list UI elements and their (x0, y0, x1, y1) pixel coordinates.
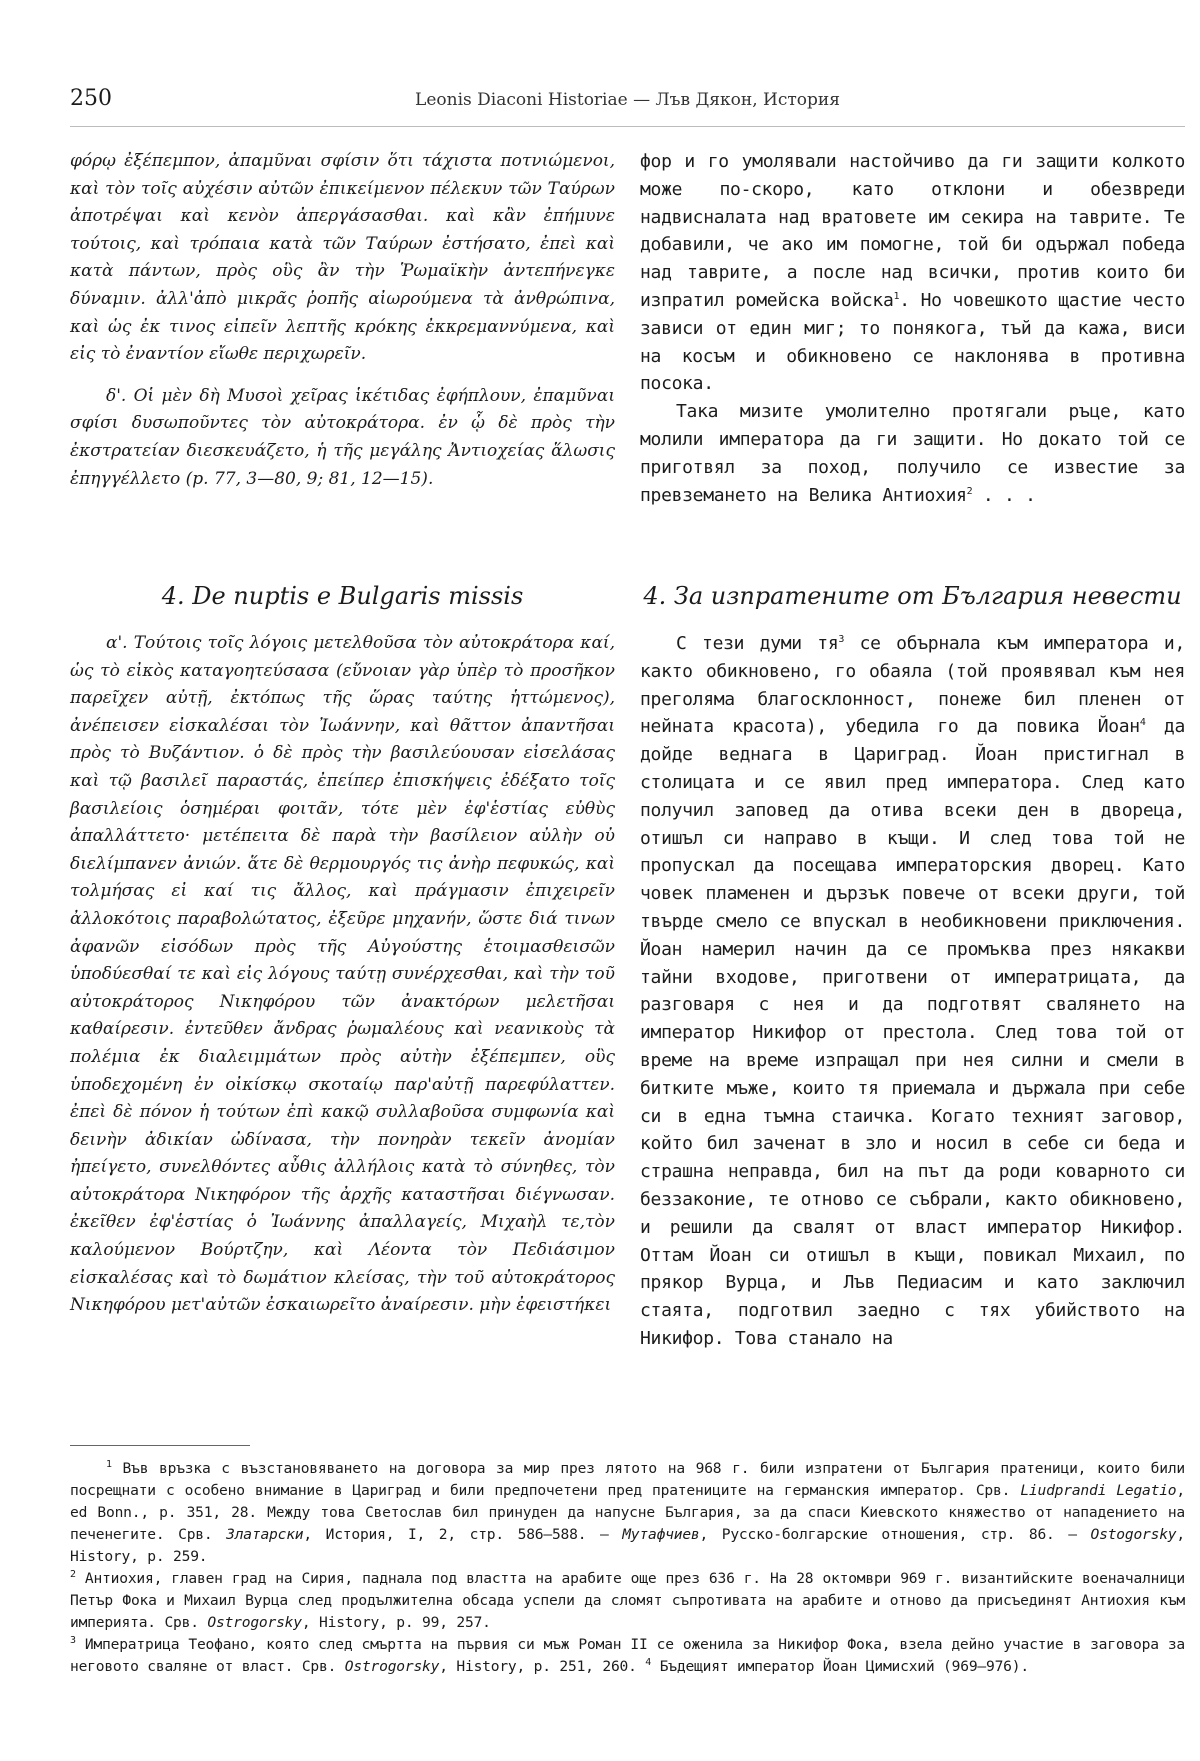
footnote-ref-2[interactable]: 2 (966, 485, 973, 497)
bulgarian-column-bottom (640, 630, 1185, 1353)
greek-column-bottom (70, 630, 615, 1320)
greek-column-top (70, 148, 615, 493)
greek-paragraph-2: δ'. Οἱ μὲν δὴ Μυσοὶ χεῖρας ἱκέτιδας ἐφήπλουν, ἐπαμῦναι σφίσι δυσωποῦντες τὸν αὐτοκράτορα. ἐν ᾧ δὲ πρὸς τὴν ἐκστρατείαν διεσκευάζετο, ἡ τῆς μεγάλης Ἀντιοχείας ἅλωσις ἐπηγγέλλετο (p. 77, 3—80, 9; 81, 12—15). (70, 385, 615, 489)
running-title: Leonis Diaconi Historiae — Лъв Дякон, История (415, 90, 840, 110)
footnotes (70, 1458, 1185, 1678)
page-header (70, 86, 1185, 127)
footnote-ref-3[interactable]: 3 (838, 634, 845, 645)
bulgarian-paragraph-2: Така мизите умолително протягали ръце, като молили императора да ги защити. Но докато той се приготвял за поход, получило се известие за превземането на Велика Антиохия$^2$ . . . (640, 401, 1185, 506)
greek-paragraph-1: φόρῳ ἐξέπεμπον, ἀπαμῦναι σφίσιν ὅτι τάχιστα ποτνιώμενοι, καὶ τὸν τοῖς αὐχέσιν αὐτῶν ἐπικείμενον πέλεκυν τῶν Ταύρων ἀποτρέψαι καὶ κενὸν ἀπεργάσασθαι. καὶ κἂν ἐπήμυνε τούτοις, καὶ τρόπαια κατὰ τῶν Ταύρων ἐστήσατο, ἐπεὶ καὶ κατὰ πάντων, πρὸς οὓς ἂν τὴν Ῥωμαϊκὴν ἀντεπήνεγκε δύναμιν. ἀλλ'ἀπὸ μικρᾶς ῥοπῆς αἰωρούμενα τὰ ἀνθρώπινα, καὶ ὡς ἐκ τινος εἰπεῖν λεπτῆς κρόκης ἐκκρεμαννύμενα, καὶ εἰς τὸ ἐναντίον εἴωθε περιχωρεῖν. (70, 151, 615, 365)
footnote-1: $^1$ Във връзка с възстановяването на договора за мир през лятото на 968 г. били изпратени от България пратеници, които били посрещнати с особено внимание в Цариград и били предпочетени пред пратениците на германския император. Срв. Liudprandi Legatio, ed Bonn., p. 351, 28. Между това Светослав бил принуден да напусне България, за да спаси Киевското княжество от нападението на печенегите. Срв. Златарски, История, I, 2, стр. 586—588. — Мутафчиев, Русско-болгарские отношения, стр. 86. — Ostogorsky, History, p. 259. (70, 1459, 1185, 1565)
footnote-divider (70, 1445, 250, 1446)
greek-section-heading: 4. De nuptis e Bulgaris missis (161, 582, 524, 610)
bulgarian-column-top (640, 148, 1185, 509)
footnote-ref-1[interactable]: 1 (893, 290, 900, 302)
footnote-ref-4[interactable]: 4 (1139, 717, 1146, 729)
page-number: 250 (70, 86, 112, 111)
footnote-3-4: $^3$ Императрица Теофано, която след смъртта на първия си мъж Роман II се оженила за Никифор Фока, взела дейно участие в заговора за неговото сваляне от власт. Срв. Ostrogorsky, History, p. 251, 260. $^4$ Бъдещият император Йоан Цимисхий (969—976). (70, 1635, 1185, 1675)
bulgarian-section-heading: 4. За изпратените от България невести (643, 582, 1182, 610)
bulgarian-paragraph-3: С тези думи $тя^3$ се обърнала към императора и, както обикновено, го обаяла (той проявявал към нея преголяма благосклонност, понеже бил пленен от нейната красота), убедила го да повика Йоан$^4$ да дойде веднага в Цариград. Йоан пристигнал в столицата и се явил пред императора. След като получил заповед да отива всеки ден в двореца, отишъл си направо в къщи. И след това той не пропускал да посещава императорския дворец. Като човек пламенен и дързък повече от всеки други, той твърде смело се впускал в необикновени приключения. Йоан намерил начин да се промъква през някакви тайни входове, приготвени от императрицата, да разговаря с нея и да подготвят свалянето на император Никифор от престола. След това той от време на време изпращал при нея силни и смели в битките мъже, които тя приемала и държала при себе си в една тъмна стаичка. Когато техният заговор, който бил заченат в зло и носил в себе си беда и страшна неправда, бил на път да роди коварното си беззаконие, те отново се събрали, както обикновено, и решили да свалят от власт император Никифор. Оттам Йоан си отишъл в къщи, повикал Михаил, по прякор Вурца, и Лъв Педиасим и като заключил стаята, подготвил заедно с тях убийството на Никифор. Това станало на (640, 633, 1185, 1349)
bulgarian-paragraph-1: фор и го умолявали настойчиво да ги защити колкото може по-скоро, като отклони и обезвреди надвисналата над вратовете им секира на таврите. Те добавили, че ако им помогне, той би одържал победа над таврите, а после над всички, против които би изпратил ромейска войска$^1$. Но човешкото щастие често зависи от един миг; то понякога, тъй да кажа, виси на косъм и обикновено се наклонява в противна посока. (640, 151, 1185, 395)
footnote-2: $^2$ Антиохия, главен град на Сирия, паднала под властта на арабите още през 636 г. На 28 октомври 969 г. византийските военачалници Петър Фока и Михаил Вурца след продължителна обсада успели да сломят съпротивата на арабите и отново да присъединят Антиохия към империята. Срв. Ostrogorsky, History, p. 99, 257. (70, 1569, 1185, 1631)
greek-paragraph-3: α'. Τούτοις τοῖς λόγοις μετελθοῦσα τὸν αὐτοκράτορα καί, ὡς τὸ εἰκὸς καταγοητεύσασα (εὔνοιαν γὰρ ὑπὲρ τὸ προσῆκον παρεῖχεν αὐτῇ, ἐκτόπως τῆς ὥρας ταύτης ἡττώμενος), ἀνέπεισεν εἰσκαλέσαι τὸν Ἰωάννην, καὶ θᾶττον ἀπαντῆσαι πρὸς τὸ Βυζάντιον. ὁ δὲ πρὸς τὴν βασιλεύουσαν εἰσελάσας καὶ τῷ βασιλεῖ παραστάς, ἐπείπερ ἐπισκήψεις ἐδέξατο τοῖς βασιλείοις ὁσημέραι φοιτᾶν, τότε μὲν ἐφ'ἑστίας εὐθὺς ἀπαλλάττετο· μετέπειτα δὲ παρὰ τὴν βασίλειον αὐλὴν οὐ διελίμπανεν ἀνιών. ἅτε δὲ θερμουργός τις ἀνὴρ πεφυκώς, καὶ τολμήσας εἰ καί τις ἄλλος, καὶ πράγμασιν ἐπιχειρεῖν ἀλλοκότοις παραβολώτατος, ἐξεῦρε μηχανήν, ὥστε διά τινων ἀφανῶν εἰσόδων πρὸς τῆς Αὐγούστης ἑτοιμασθεισῶν ὑποδύεσθαί τε καὶ εἰς λόγους ταύτῃ συνέρχεσθαι, καὶ τὴν τοῦ αὐτοκράτορος Νικηφόρου τῶν ἀνακτόρων μελετῆσαι καθαίρεσιν. ἐντεῦθεν ἄνδρας ῥωμαλέους καὶ νεανικοὺς τὰ πολέμια ἐκ διαλειμμάτων πρὸς αὐτὴν ἐξέπεμπεν, οὓς ὑποδεχομένη ἐν οἰκίσκῳ σκοταίῳ παρ'αὐτῇ παρεφύλαττεν. ἐπεὶ δὲ πόνον ἡ τούτων ἐπὶ κακῷ συλλαβοῦσα συμφωνία καὶ δεινὴν ἀδικίαν ὠδίνασα, τὴν πονηρὰν τεκεῖν ἀνομίαν ἠπείγετο, συνελθόντες αὖθις ἀλλήλοις κατὰ τὸ σύνηθες, τὸν αὐτοκράτορα Νικηφόρον τῆς ἀρχῆς καταστῆσαι διέγνωσαν. ἐκεῖθεν ἐφ'ἑστίας ὁ Ἰωάννης ἀπαλλαγείς, Μιχαὴλ τε,τὸν καλούμενον Βούρτζην, καὶ Λέοντα τὸν Πεδιάσιμον εἰσκαλέσας καὶ τὸ δωμάτιον κλείσας, τὴν τοῦ αὐτοκράτορος Νικηφόρου μετ'αὐτῶν ἐσκαιωρεῖτο ἀναίρεσιν. μὴν ἐφειστήκει (70, 633, 615, 1316)
